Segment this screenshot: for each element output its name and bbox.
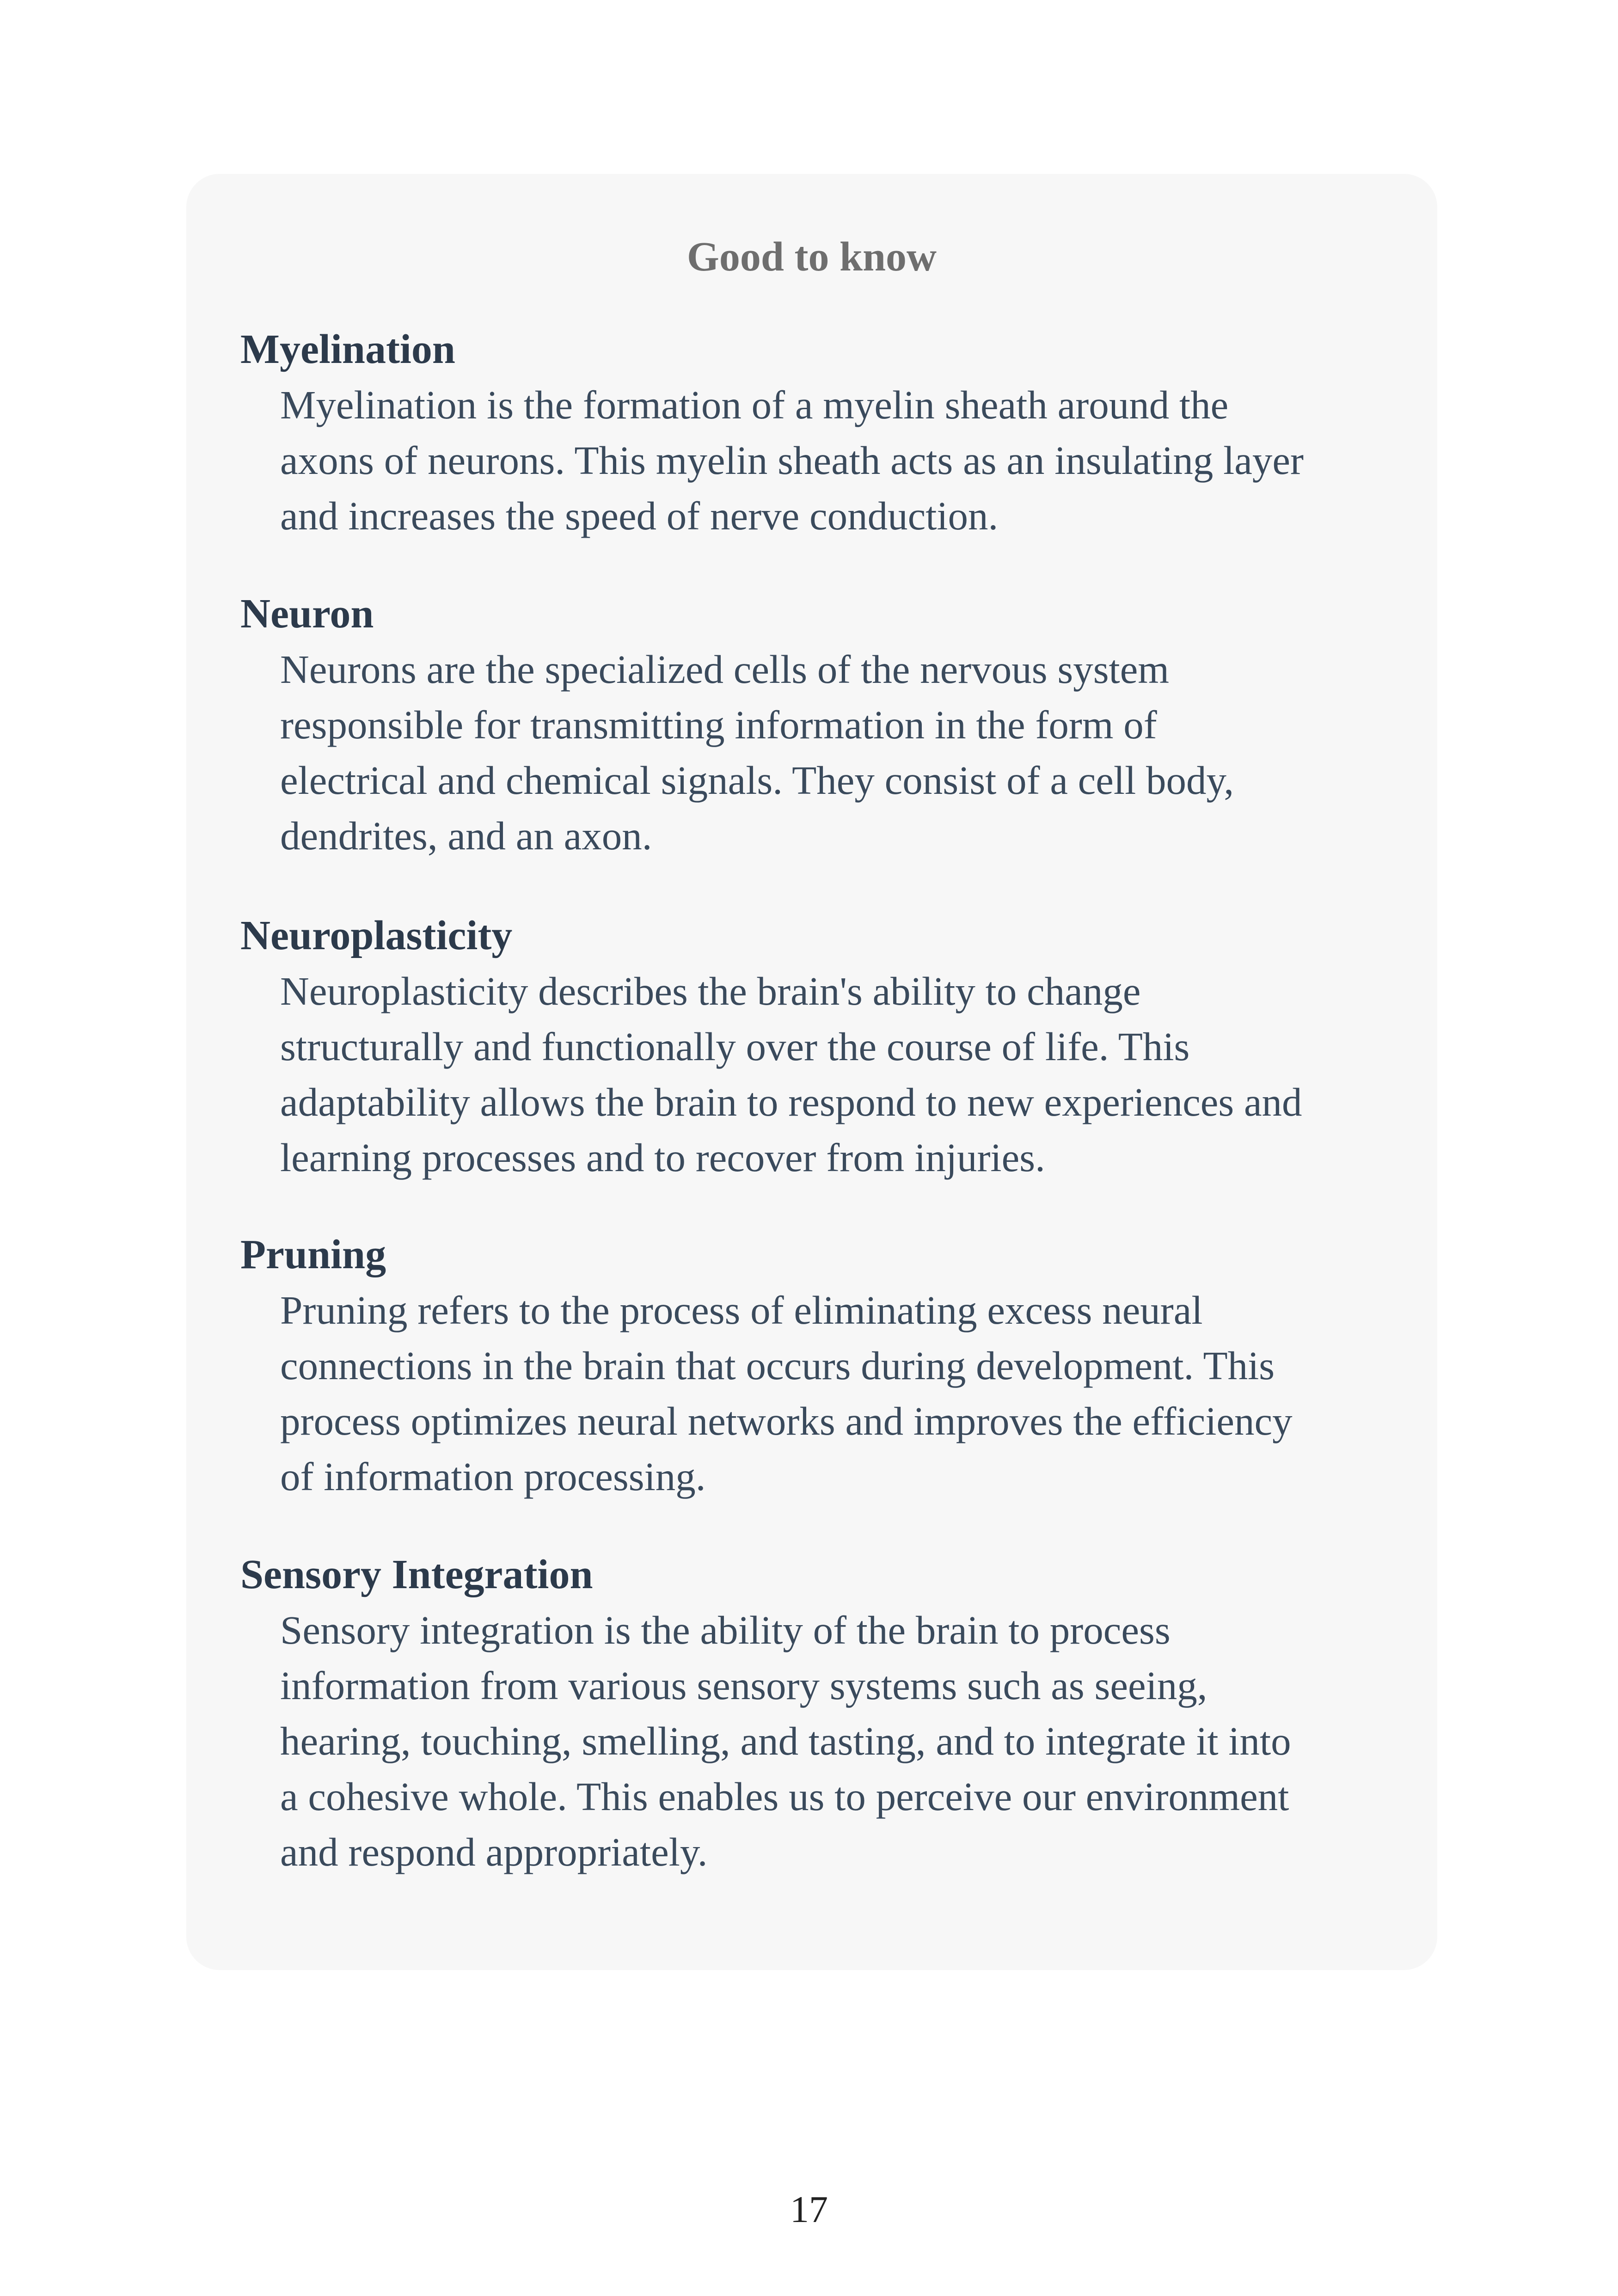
definition-line: adaptability allows the brain to respond to new experiences and — [280, 1080, 1302, 1124]
definition-line: of information processing. — [280, 1454, 706, 1499]
definition-line: dendrites, and an axon. — [280, 813, 652, 858]
term-neuron — [240, 586, 1387, 864]
definition-line: and increases the speed of nerve conduction. — [280, 493, 999, 538]
term-title: Sensory Integration — [240, 1552, 593, 1597]
term-neuroplasticity — [240, 908, 1387, 1185]
term-definition — [280, 964, 1399, 1185]
definition-line: electrical and chemical signals. They consist of a cell body, — [280, 758, 1234, 803]
page-number: 17 — [790, 2188, 828, 2230]
term-title: Myelination — [240, 326, 455, 372]
term-sensory-integration — [240, 1547, 1387, 1880]
term-title: Pruning — [240, 1232, 386, 1277]
definition-line: Myelination is the formation of a myelin sheath around the — [280, 382, 1229, 427]
term-myelination — [240, 322, 1387, 544]
term-definition — [280, 642, 1399, 864]
box-title: Good to know — [686, 234, 937, 280]
definition-line: Sensory integration is the ability of the brain to process — [280, 1608, 1171, 1652]
good-to-know-box — [186, 174, 1437, 1970]
definition-line: Pruning refers to the process of eliminating excess neural — [280, 1288, 1203, 1332]
definition-line: information from various sensory systems such as seeing, — [280, 1663, 1207, 1708]
definition-line: responsible for transmitting information in the form of — [280, 702, 1157, 747]
definition-line: axons of neurons. This myelin sheath acts as an insulating layer — [280, 438, 1304, 483]
definition-line: structurally and functionally over the course of life. This — [280, 1024, 1190, 1069]
definition-line: connections in the brain that occurs during development. This — [280, 1343, 1275, 1388]
term-title: Neuron — [240, 591, 374, 637]
term-pruning — [240, 1227, 1387, 1504]
term-definition — [280, 1602, 1399, 1880]
definition-line: hearing, touching, smelling, and tasting, and to integrate it into — [280, 1719, 1291, 1763]
definition-line: and respond appropriately. — [280, 1829, 708, 1874]
definition-line: a cohesive whole. This enables us to perceive our environment — [280, 1774, 1289, 1819]
definition-line: process optimizes neural networks and improves the efficiency — [280, 1399, 1293, 1443]
definition-line: Neurons are the specialized cells of the nervous system — [280, 647, 1170, 692]
definition-line: Neuroplasticity describes the brain's ability to change — [280, 969, 1141, 1013]
definition-line: learning processes and to recover from injuries. — [280, 1135, 1045, 1180]
term-definition — [280, 1283, 1399, 1504]
term-title: Neuroplasticity — [240, 913, 513, 958]
term-definition — [280, 377, 1399, 544]
